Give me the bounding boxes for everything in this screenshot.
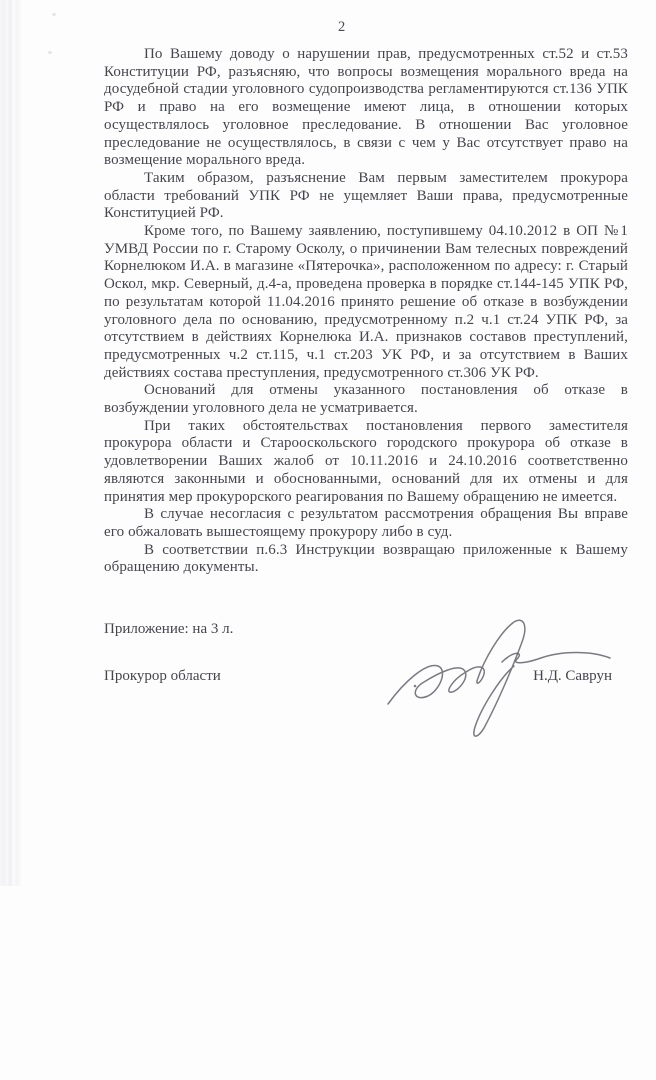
paragraph: Таким образом, разъяснение Вам первым заместителем прокурора области требований УПК РФ не ущемляет Ваши права, предусмотренные Конституцией РФ. (104, 169, 628, 222)
scan-speck (48, 51, 52, 54)
attachment-note: Приложение: на 3 л. (104, 621, 234, 637)
scan-edge-artifact (0, 0, 22, 886)
scan-speck (52, 13, 56, 16)
paragraph: Кроме того, по Вашему заявлению, поступившему 04.10.2012 в ОП №1 УМВД России по г. Старому Осколу, о причинении Вам телесных повреждений Корнелюком И.А. в магазине «Пятерочка», расположенном по адресу: г. Старый Оскол, мкр. Северный, д.4-а, проведена проверка в порядке ст.144-145 УПК РФ, по результатам которой 11.04.2016 принято решение об отказе в возбуждении уголовного дела по основанию, предусмотренному п.2 ч.1 ст.24 УПК РФ, за отсутствием в действиях Корнелюка И.А. признаков составов преступлений, предусмотренных ч.2 ст.115, ч.1 ст.203 УК РФ, и за отсутствием в Ваших действиях состава преступления, предусмотренного ст.306 УК РФ. (104, 223, 628, 381)
document-body (104, 46, 628, 577)
signer-name: Н.Д. Саврун (533, 668, 612, 684)
signer-title: Прокурор области (104, 668, 221, 684)
paragraph: По Вашему доводу о нарушении прав, предусмотренных ст.52 и ст.53 Конституции РФ, разъясняю, что вопросы возмещения морального вреда на досудебной стадии уголовного судопроизводства регламентируются ст.136 УПК РФ и право на его возмещение имеют лица, в отношении которых осуществлялось уголовное преследование. В отношении Вас уголовное преследование не осуществлялось, в связи с чем у Вас отсутствует право на возмещение морального вреда. (104, 46, 628, 169)
paragraph: В случае несогласия с результатом рассмотрения обращения Вы вправе его обжаловать вышестоящему прокурору либо в суд. (104, 506, 628, 540)
page-number: 2 (338, 19, 346, 35)
handwritten-signature (374, 616, 614, 744)
paragraph: В соответствии п.6.3 Инструкции возвращаю приложенные к Вашему обращению документы. (104, 541, 628, 576)
paragraph: При таких обстоятельствах постановления первого заместителя прокурора области и Старооскольского городского прокурора об отказе в удовлетворении Ваших жалоб от 10.11.2016 и 24.10.2016 соответственно являются законными и обоснованными, оснований для их отмены и для принятия мер прокурорского реагирования по Вашему обращению не имеется. (104, 417, 628, 505)
paragraph: Оснований для отмены указанного постановления об отказе в возбуждении уголовного дела не усматривается. (104, 382, 628, 417)
